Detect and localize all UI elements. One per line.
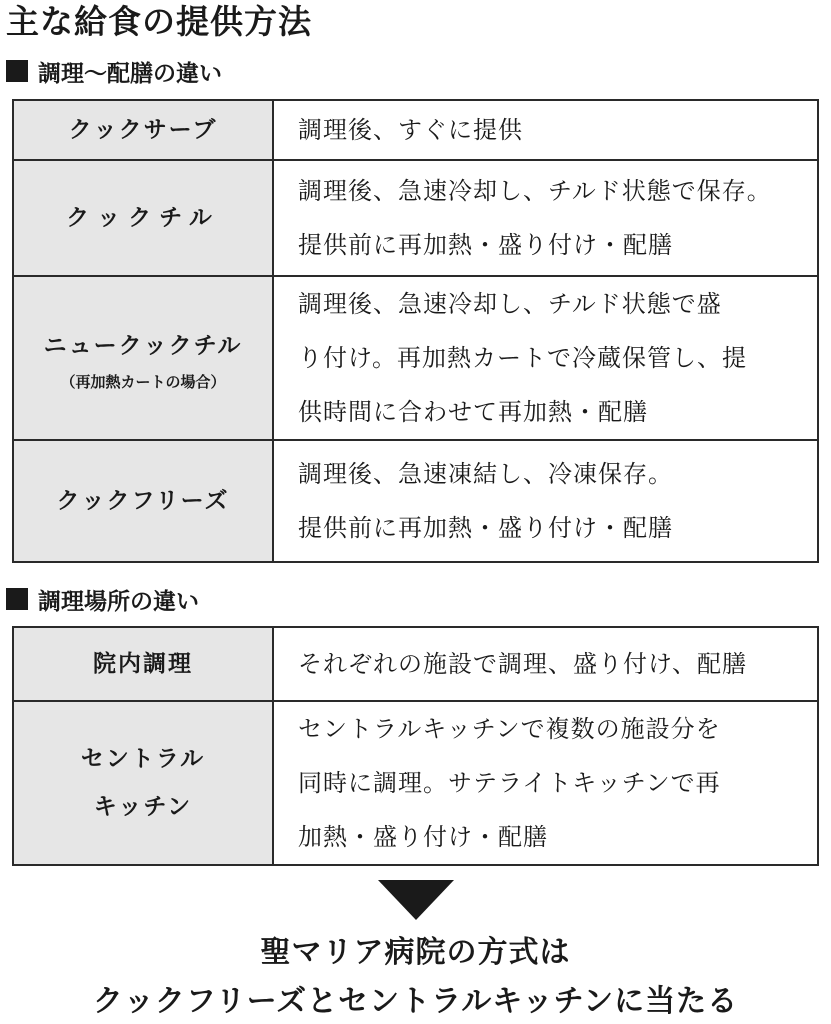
- description-line: 調理後、急速凍結し、冷凍保存。: [298, 460, 673, 488]
- row-label-note: （再加熱カートの場合）: [60, 373, 226, 391]
- table-row: [13, 100, 818, 160]
- row-label: 院内調理: [13, 627, 273, 701]
- row-description: [273, 276, 818, 440]
- description-line: 供時間に合わせて再加熱・配膳: [298, 398, 648, 426]
- cooking-location-table: [12, 626, 819, 866]
- row-label: クックフリーズ: [13, 440, 273, 562]
- square-bullet-icon: [6, 60, 28, 82]
- row-description: [273, 701, 818, 865]
- table-row: [13, 701, 818, 865]
- section-heading-cooking-to-serving: [6, 56, 222, 86]
- cooking-methods-table: [12, 99, 819, 563]
- row-description: [273, 627, 818, 701]
- row-description: [273, 160, 818, 276]
- description-line: り付け。再加熱カートで冷蔵保管し、提: [298, 344, 748, 372]
- description-line: 提供前に再加熱・盛り付け・配膳: [298, 514, 673, 542]
- row-label-main: ニュークックチル: [43, 333, 243, 359]
- row-label: [13, 701, 273, 865]
- description-line: それぞれの施設で調理、盛り付け、配膳: [298, 650, 748, 678]
- section-heading-label: 調理〜配膳の違い: [38, 60, 222, 87]
- description-line: 調理後、急速冷却し、チルド状態で保存。: [298, 177, 772, 205]
- row-label: クックサーブ: [13, 100, 273, 160]
- description-line: 調理後、すぐに提供: [298, 116, 523, 144]
- row-description: [273, 100, 818, 160]
- conclusion-line-2: クックフリーズとセントラルキッチンに当たる: [92, 984, 739, 1019]
- description-line: 調理後、急速冷却し、チルド状態で盛: [298, 290, 722, 318]
- description-line: 提供前に再加熱・盛り付け・配膳: [298, 231, 673, 259]
- table-row: [13, 160, 818, 276]
- table-row: [13, 440, 818, 562]
- description-line: 同時に調理。サテライトキッチンで再: [298, 769, 721, 797]
- row-label-line: キッチン: [93, 794, 193, 820]
- table-row: [13, 627, 818, 701]
- down-arrow-icon: [378, 880, 454, 920]
- row-label: [13, 276, 273, 440]
- row-description: [273, 440, 818, 562]
- row-label: クックチル: [13, 160, 273, 276]
- description-line: 加熱・盛り付け・配膳: [298, 823, 548, 851]
- section-heading-label: 調理場所の違い: [38, 588, 199, 615]
- conclusion-line-1: 聖マリア病院の方式は: [260, 935, 571, 970]
- section-heading-cooking-location: [6, 584, 199, 614]
- row-label-line: セントラル: [80, 746, 206, 772]
- table-row: [13, 276, 818, 440]
- square-bullet-icon: [6, 588, 28, 610]
- description-line: セントラルキッチンで複数の施設分を: [298, 715, 721, 743]
- page-title: 主な給食の提供方法: [6, 2, 312, 41]
